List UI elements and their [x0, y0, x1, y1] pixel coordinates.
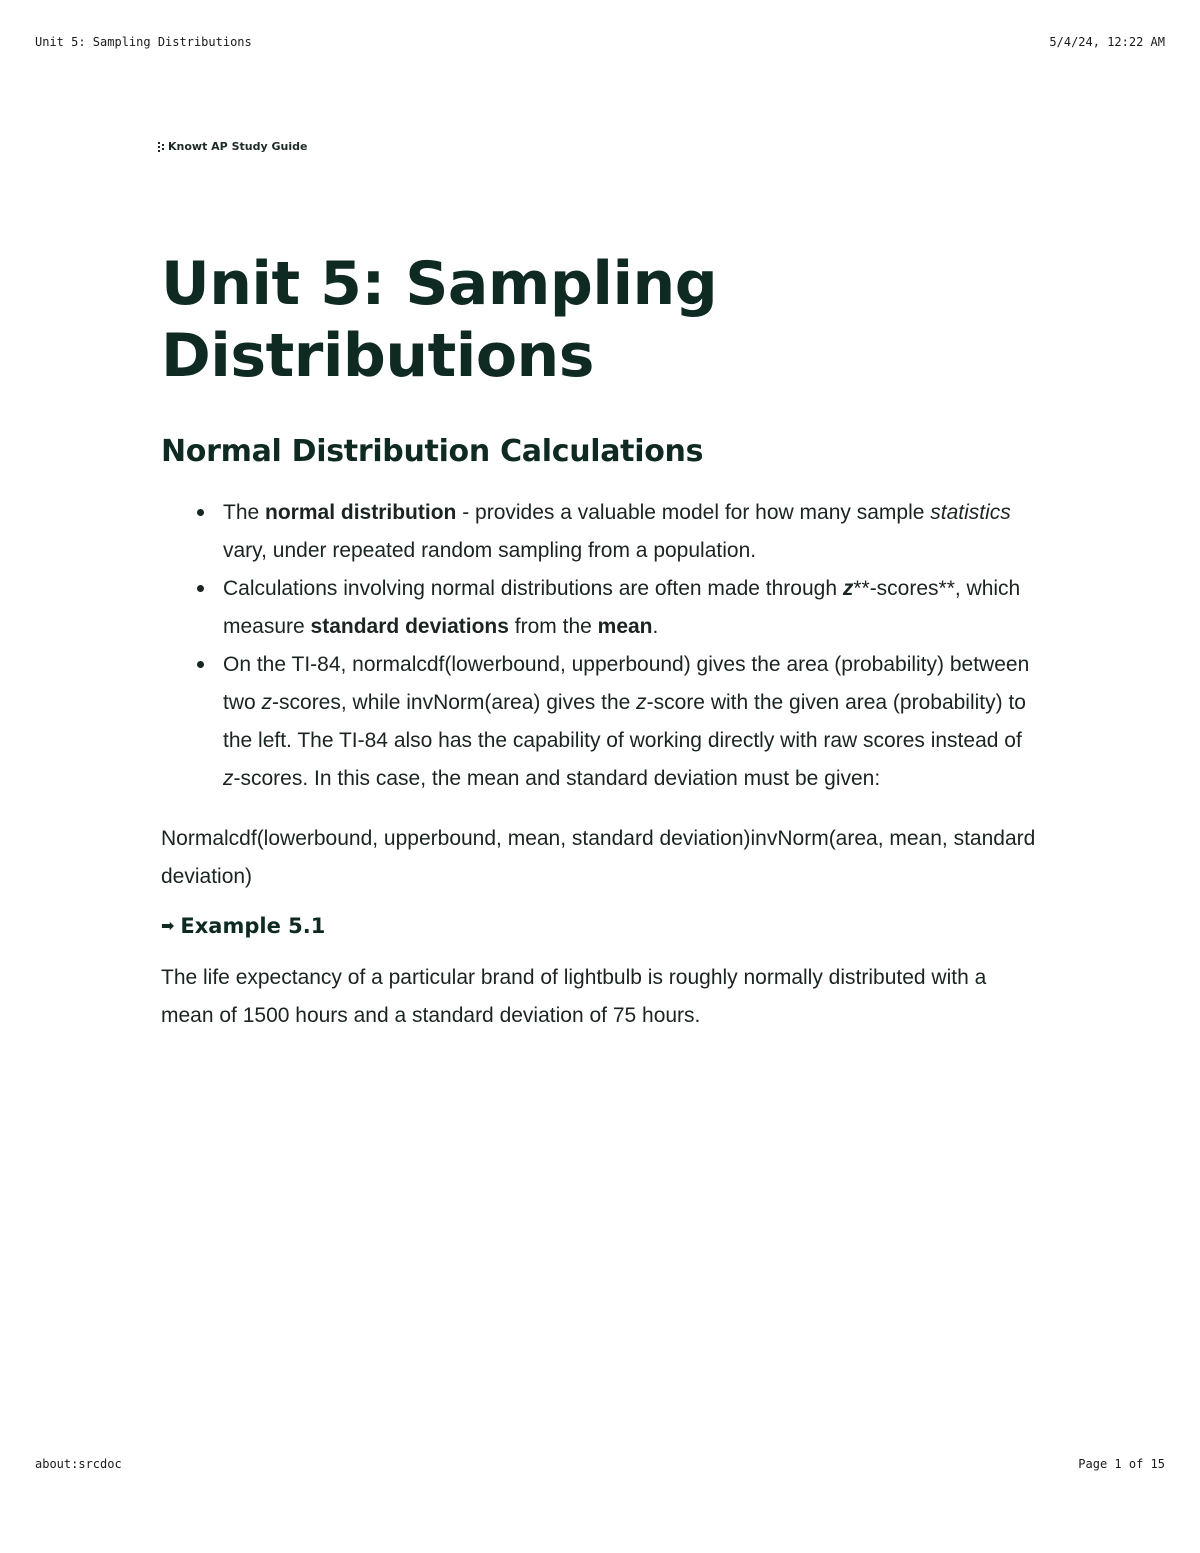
page-title-line2: Distributions: [161, 321, 594, 391]
document-content: [161, 248, 1041, 1035]
brand-label: [158, 140, 307, 153]
formula-paragraph: Normalcdf(lowerbound, upperbound, mean, standard deviation)invNorm(area, mean, standard deviation): [161, 827, 1036, 888]
print-header: [35, 35, 1165, 49]
brand-name: Knowt AP Study Guide: [168, 140, 308, 153]
print-footer: [35, 1457, 1165, 1471]
bullet-list: [161, 494, 1041, 798]
page-title: [161, 248, 1041, 392]
knowt-logo-icon: [158, 141, 165, 153]
print-footer-url: about:srcdoc: [35, 1457, 122, 1471]
print-header-datetime: 5/4/24, 12:22 AM: [1049, 35, 1165, 49]
print-footer-page: Page 1 of 15: [1078, 1457, 1165, 1471]
toggle-arrow-icon[interactable]: ➡: [161, 916, 175, 935]
example-toggle[interactable]: [161, 911, 1041, 941]
list-item: Calculations involving normal distributions are often made through z**-scores**, which measure standard deviations from the mean.: [223, 570, 1041, 646]
print-header-title: Unit 5: Sampling Distributions: [35, 35, 252, 49]
section-heading: Normal Distribution Calculations: [161, 434, 704, 469]
list-item: The normal distribution - provides a valuable model for how many sample statistics vary, under repeated random sampling from a population.: [223, 494, 1041, 570]
list-item: On the TI-84, normalcdf(lowerbound, upperbound) gives the area (probability) between two z-scores, while invNorm(area) gives the z-score with the given area (probability) to the left. The TI-84 also has the capability of working directly with raw scores instead of z-scores. In this case, the mean and standard deviation must be given:: [223, 646, 1041, 798]
example-label: Example 5.1: [180, 914, 326, 938]
example-text: The life expectancy of a particular brand of lightbulb is roughly normally distributed with a mean of 1500 hours and a standard deviation of 75 hours.: [161, 966, 987, 1027]
page-title-line1: Unit 5: Sampling: [161, 249, 718, 319]
